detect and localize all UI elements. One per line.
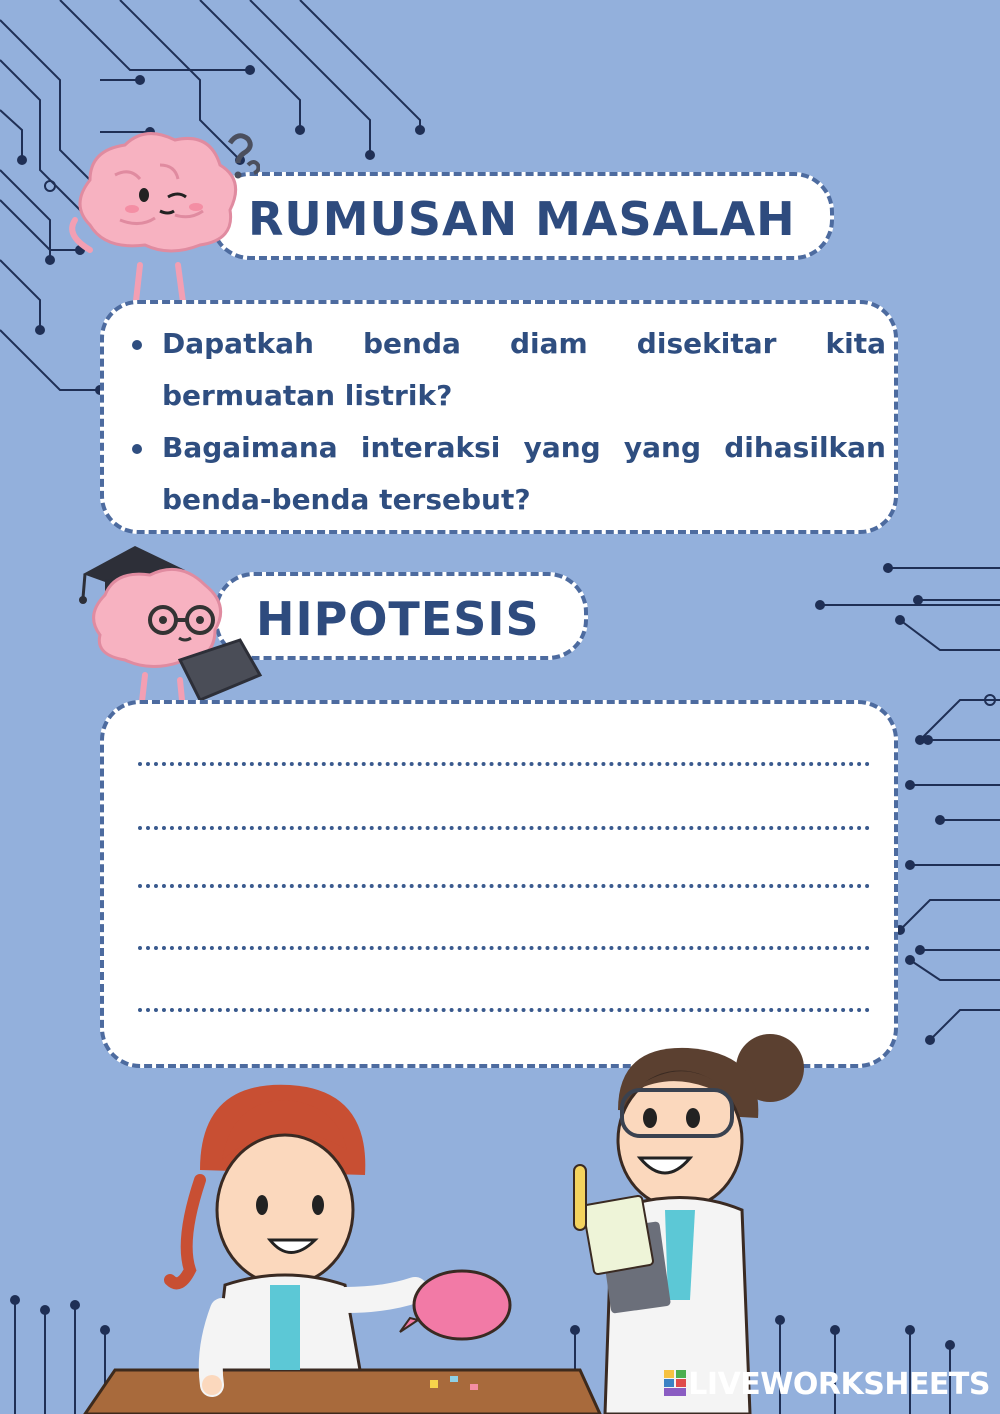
rumusan-title: RUMUSAN MASALAH bbox=[248, 192, 796, 246]
liveworksheets-logo-icon bbox=[664, 1370, 686, 1396]
watermark-text: LIVEWORKSHEETS bbox=[688, 1367, 990, 1402]
rumusan-item-2: Bagaimana interaksi yang yang dihasilkan benda-benda tersebut? bbox=[128, 422, 886, 526]
rumusan-item-1: Dapatkah benda diam disekitar kita bermuatan listrik? bbox=[128, 318, 886, 422]
hipotesis-title: HIPOTESIS bbox=[256, 592, 540, 646]
liveworksheets-watermark bbox=[664, 1367, 990, 1402]
